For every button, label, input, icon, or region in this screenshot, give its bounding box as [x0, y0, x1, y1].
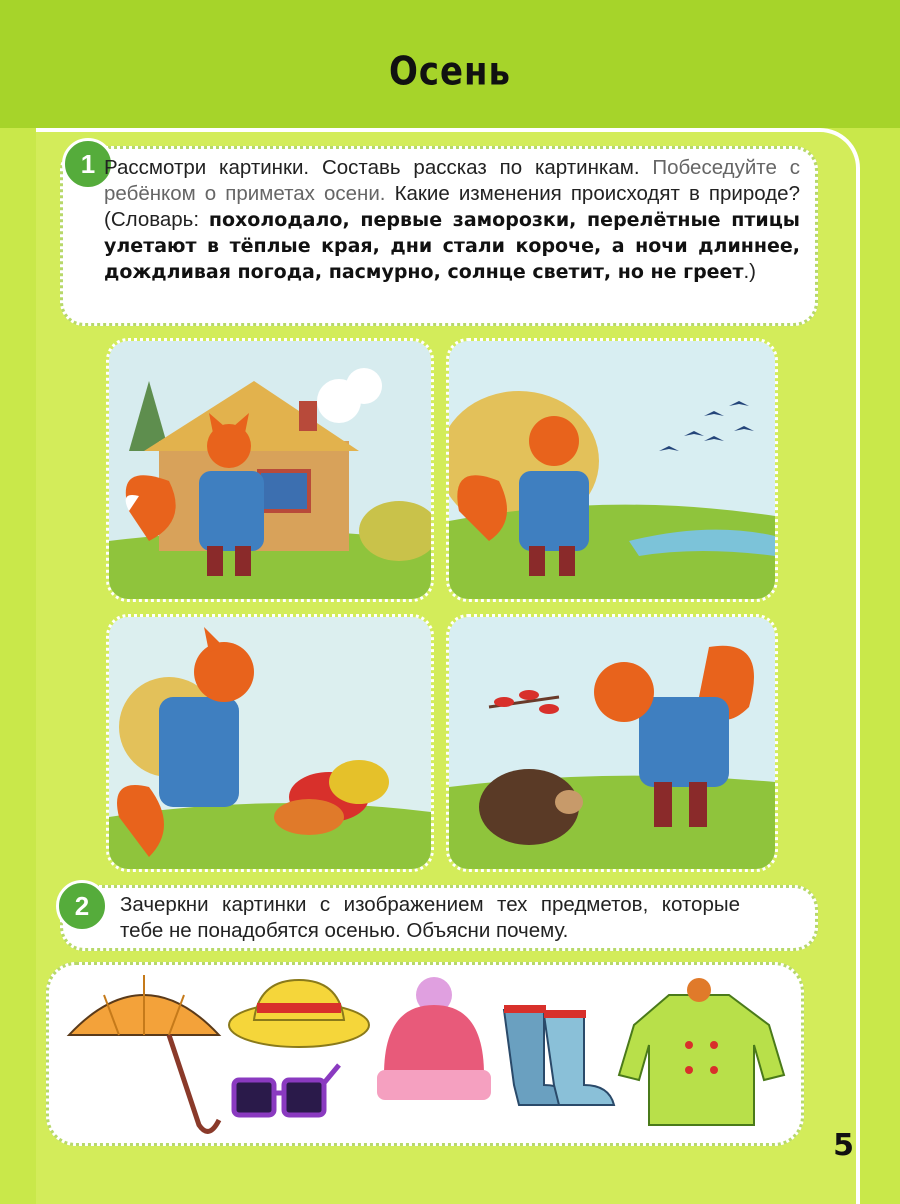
- coat-icon: [619, 978, 784, 1125]
- task-2-instruction: Зачеркни картинки с изображением тех предметов, которые тебе не понадобятся осенью. Объясни почему.: [120, 893, 740, 942]
- task-1-vocabulary: похолодало, первые заморозки, перелётные птицы улетают в тёплые края, дни стали короче, а ночи длиннее, дождливая погода, пасмурно, солнце светит, но не греет: [104, 209, 800, 283]
- task-1-number-badge: 1: [62, 138, 114, 190]
- fox-waving-to-birds-picture: [446, 338, 778, 602]
- fox-with-leaves-icon: [109, 617, 431, 869]
- fox-at-house-picture: [106, 338, 434, 602]
- task-1-closing: .): [743, 260, 756, 283]
- task-1-hint: Побеседуйте с ребёнком о приметах осени.: [104, 156, 800, 205]
- fox-with-hedgehog-icon: [449, 617, 775, 869]
- sunglasses-icon: [234, 1065, 339, 1115]
- items-illustrations: [49, 965, 801, 1143]
- knit-hat-icon: [377, 977, 491, 1100]
- items-box: [46, 962, 804, 1146]
- task-2-number-badge: 2: [56, 880, 108, 932]
- task-1-text: [104, 155, 800, 285]
- straw-hat-icon: [229, 980, 369, 1047]
- task-1-instruction: Рассмотри картинки. Составь рассказ по картинкам.: [104, 156, 640, 179]
- task-1-question: Какие изменения происходят в природе? (Словарь:: [104, 182, 800, 231]
- fox-with-leaves-picture: [106, 614, 434, 872]
- fox-with-hedgehog-picture: [446, 614, 778, 872]
- page-number: 5: [833, 1128, 854, 1163]
- umbrella-icon: [69, 975, 219, 1131]
- page-title: Осень: [388, 49, 512, 95]
- rubber-boots-icon: [504, 1005, 614, 1105]
- fox-waving-to-birds-icon: [449, 341, 775, 599]
- fox-at-house-icon: [109, 341, 431, 599]
